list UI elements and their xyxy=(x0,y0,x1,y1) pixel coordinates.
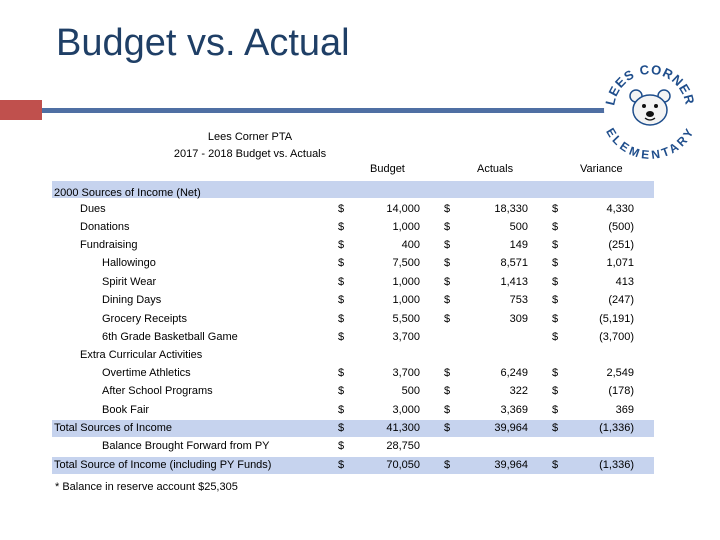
accent-bar-red xyxy=(0,100,42,120)
currency-symbol: $ xyxy=(338,404,345,416)
actuals-value: 753 xyxy=(509,294,528,306)
actuals-value: 8,571 xyxy=(500,257,528,269)
variance-value: (1,336) xyxy=(599,459,634,471)
budget-value: 70,050 xyxy=(386,459,420,471)
currency-symbol: $ xyxy=(444,203,451,215)
currency-symbol: $ xyxy=(552,294,559,306)
currency-symbol: $ xyxy=(338,440,345,452)
budget-value: 41,300 xyxy=(386,422,420,434)
table-row xyxy=(52,311,654,329)
row-label: Book Fair xyxy=(102,404,150,416)
variance-value: (3,700) xyxy=(599,331,634,343)
currency-symbol: $ xyxy=(552,367,559,379)
currency-symbol: $ xyxy=(338,331,345,343)
currency-symbol: $ xyxy=(338,257,345,269)
currency-symbol: $ xyxy=(552,422,559,434)
budget-value: 3,700 xyxy=(392,331,420,343)
budget-value: 3,700 xyxy=(392,367,420,379)
variance-value: (5,191) xyxy=(599,313,634,325)
budget-value: 3,000 xyxy=(392,404,420,416)
row-label: Total Sources of Income xyxy=(54,422,173,434)
currency-symbol: $ xyxy=(338,385,345,397)
currency-symbol: $ xyxy=(552,459,559,471)
variance-value: 369 xyxy=(615,404,634,416)
currency-symbol: $ xyxy=(338,294,345,306)
currency-symbol: $ xyxy=(444,422,451,434)
row-label: Extra Curricular Activities xyxy=(80,349,203,361)
currency-symbol: $ xyxy=(444,276,451,288)
table-row xyxy=(52,219,654,237)
currency-symbol: $ xyxy=(552,404,559,416)
currency-symbol: $ xyxy=(552,203,559,215)
budget-value: 28,750 xyxy=(386,440,420,452)
row-label: 2000 Sources of Income (Net) xyxy=(54,187,201,199)
currency-symbol: $ xyxy=(444,257,451,269)
table-row xyxy=(52,292,654,310)
actuals-value: 6,249 xyxy=(500,367,528,379)
currency-symbol: $ xyxy=(444,367,451,379)
actuals-value: 500 xyxy=(509,221,528,233)
school-logo xyxy=(600,60,700,160)
currency-symbol: $ xyxy=(444,294,451,306)
logo-top-text: LEES CORNER xyxy=(602,61,698,107)
row-label: Spirit Wear xyxy=(102,276,157,288)
table-row xyxy=(52,347,654,365)
variance-value: 413 xyxy=(615,276,634,288)
budget-value: 1,000 xyxy=(392,221,420,233)
table-row xyxy=(52,402,654,420)
currency-symbol: $ xyxy=(552,239,559,251)
currency-symbol: $ xyxy=(338,459,345,471)
table-row xyxy=(52,420,654,438)
currency-symbol: $ xyxy=(552,331,559,343)
row-label: Dues xyxy=(80,203,106,215)
actuals-value: 39,964 xyxy=(494,459,528,471)
report-org: Lees Corner PTA xyxy=(207,131,293,143)
currency-symbol: $ xyxy=(338,276,345,288)
row-label: Donations xyxy=(80,221,130,233)
column-header-variance: Variance xyxy=(580,163,623,175)
row-label: Balance Brought Forward from PY xyxy=(102,440,270,452)
column-header-budget: Budget xyxy=(370,163,405,175)
currency-symbol: $ xyxy=(552,385,559,397)
row-label: Grocery Receipts xyxy=(102,313,187,325)
currency-symbol: $ xyxy=(444,385,451,397)
actuals-value: 18,330 xyxy=(494,203,528,215)
budget-value: 7,500 xyxy=(392,257,420,269)
currency-symbol: $ xyxy=(338,367,345,379)
currency-symbol: $ xyxy=(552,276,559,288)
budget-value: 14,000 xyxy=(386,203,420,215)
table-row xyxy=(52,237,654,255)
variance-value: (247) xyxy=(608,294,634,306)
logo-bottom-text: ELEMENTARY xyxy=(603,125,697,160)
currency-symbol: $ xyxy=(444,221,451,233)
row-label: Hallowingo xyxy=(102,257,156,269)
row-label: Fundraising xyxy=(80,239,138,251)
variance-value: (1,336) xyxy=(599,422,634,434)
row-label: Total Source of Income (including PY Funds) xyxy=(54,459,272,471)
budget-value: 500 xyxy=(401,385,420,397)
currency-symbol: $ xyxy=(338,422,345,434)
row-label: After School Programs xyxy=(102,385,213,397)
actuals-value: 309 xyxy=(509,313,528,325)
table-row xyxy=(52,274,654,292)
row-label: Overtime Athletics xyxy=(102,367,191,379)
currency-symbol: $ xyxy=(338,221,345,233)
budget-value: 1,000 xyxy=(392,276,420,288)
currency-symbol: $ xyxy=(338,313,345,325)
table-row xyxy=(52,438,654,456)
table-row xyxy=(52,457,654,475)
budget-value: 400 xyxy=(401,239,420,251)
currency-symbol: $ xyxy=(444,459,451,471)
table-row xyxy=(52,255,654,273)
currency-symbol: $ xyxy=(552,313,559,325)
currency-symbol: $ xyxy=(338,239,345,251)
currency-symbol: $ xyxy=(338,203,345,215)
table-row xyxy=(52,383,654,401)
row-label: 6th Grade Basketball Game xyxy=(102,331,238,343)
actuals-value: 39,964 xyxy=(494,422,528,434)
footnote: * Balance in reserve account $25,305 xyxy=(55,481,238,493)
actuals-value: 149 xyxy=(509,239,528,251)
currency-symbol: $ xyxy=(552,257,559,269)
column-header-actuals: Actuals xyxy=(477,163,514,175)
currency-symbol: $ xyxy=(444,404,451,416)
budget-value: 1,000 xyxy=(392,294,420,306)
actuals-value: 1,413 xyxy=(500,276,528,288)
currency-symbol: $ xyxy=(552,221,559,233)
variance-value: 4,330 xyxy=(606,203,634,215)
variance-value: (178) xyxy=(608,385,634,397)
row-label: Dining Days xyxy=(102,294,162,306)
variance-value: (500) xyxy=(608,221,634,233)
table-row xyxy=(52,201,654,219)
variance-value: (251) xyxy=(608,239,634,251)
currency-symbol: $ xyxy=(444,239,451,251)
variance-value: 2,549 xyxy=(606,367,634,379)
table-row xyxy=(52,365,654,383)
currency-symbol: $ xyxy=(444,313,451,325)
slide-title: Budget vs. Actual xyxy=(56,22,350,64)
table-row xyxy=(52,329,654,347)
report-subtitle: 2017 - 2018 Budget vs. Actuals xyxy=(173,148,327,160)
actuals-value: 3,369 xyxy=(500,404,528,416)
variance-value: 1,071 xyxy=(606,257,634,269)
budget-value: 5,500 xyxy=(392,313,420,325)
accent-rule-blue xyxy=(42,108,642,113)
actuals-value: 322 xyxy=(509,385,528,397)
